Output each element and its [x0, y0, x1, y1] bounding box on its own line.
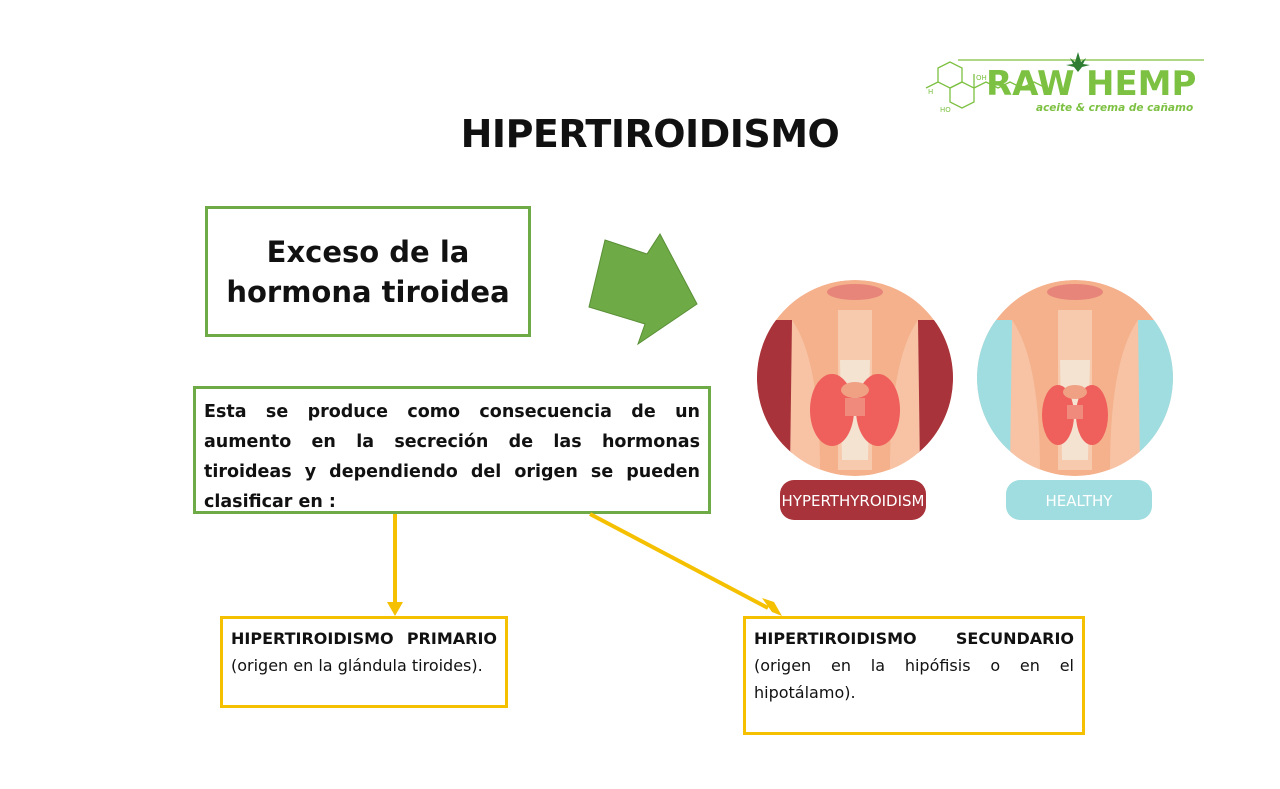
- h-label: H: [928, 88, 934, 96]
- thyroid-illustration: [750, 270, 1180, 530]
- hyperthyroid-label-text: HYPERTHYROIDISM: [781, 492, 925, 510]
- primary-box: [220, 616, 508, 708]
- hyperthyroid-label: [780, 480, 926, 520]
- page-title: HIPERTIROIDISMO: [460, 112, 840, 156]
- brand-hemp: HEMP: [1086, 64, 1197, 104]
- primary-detail: (origen en la glándula tiroides).: [231, 656, 483, 675]
- healthy-label-text: HEALTHY: [1045, 492, 1113, 510]
- arrow-to-secondary: [590, 514, 768, 608]
- secondary-heading: HIPERTIROIDISMO SECUNDARIO: [754, 629, 1074, 648]
- ho-label: HO: [940, 106, 951, 114]
- healthy-neck: [970, 280, 1180, 476]
- logo-tagline: aceite & crema de cañamo: [1036, 102, 1194, 114]
- healthy-label: [1006, 480, 1152, 520]
- description-text: Esta se produce como consecuencia de un aumento en la secreción de las hormonas tiroideas y dependiendo del origen se pueden clasificar en :: [204, 402, 700, 512]
- cause-line-2: hormona tiroidea: [226, 274, 510, 309]
- secondary-box: [743, 616, 1085, 735]
- primary-heading: HIPERTIROIDISMO PRIMARIO: [231, 629, 497, 648]
- hyperthyroid-neck: [750, 280, 960, 476]
- arrowhead-primary: [387, 602, 403, 616]
- secondary-detail: (origen en la hipófisis o en el hipotálamo).: [754, 656, 1074, 702]
- brand-raw: RAW: [986, 64, 1075, 104]
- oh-label: OH: [976, 74, 987, 82]
- cause-line-1: Exceso de la: [266, 234, 470, 269]
